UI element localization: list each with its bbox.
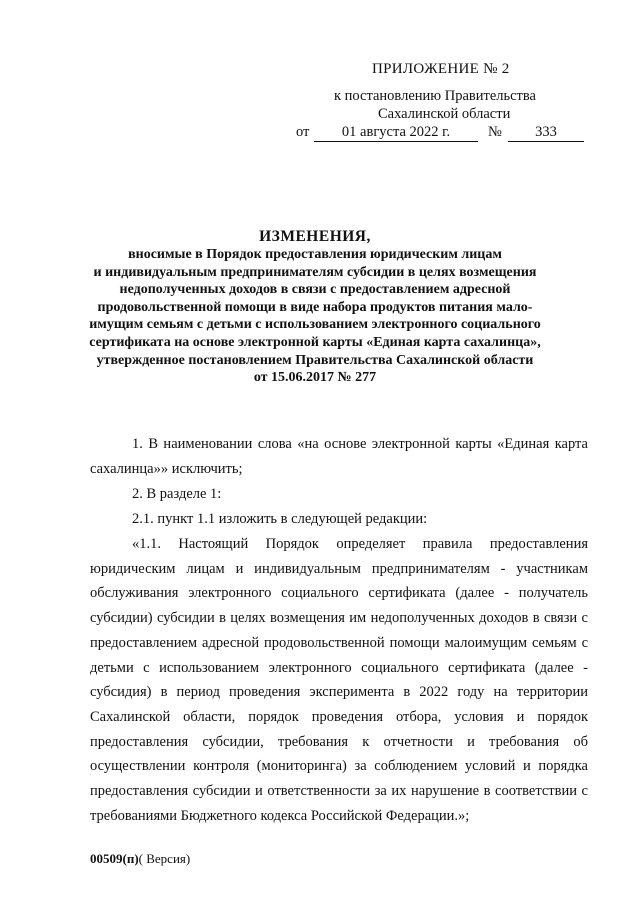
document-code-number: 00509(п) [90,851,139,866]
item-1-1-text: «1.1. Настоящий Порядок определяет правила предоставления юридическим лицам и индивидуальным предпринимателям - участникам обслуживания электронного социального сертификата (далее - получатель субсидии) субсидии в целях возмещения им недополученных доходов в связи с предоставлением адресной продовольственной помощи малоимущим семьям с детьми с использованием электронного социального сертификата (далее - субсидия) в период проведения эксперимента в 2022 году на территории Сахалинской области, порядок проведения отбора, условия и порядок предоставления субсидии, требования к отчетности и требования об осуществлении контроля (мониторинга) за соблюдением условий и порядка предоставления субсидии и ответственности за их нарушение в соответствии с требованиями Бюджетного кодекса Российской Федерации.»; [90,536,588,824]
appendix-title: ПРИЛОЖЕНИЕ № 2 [372,61,510,77]
number-label: № [488,124,502,140]
decree-date: 01 августа 2022 г. [314,124,478,142]
title-line: вносимые в Порядок предоставления юридическим лицам [128,247,502,262]
title-line: недополученных доходов в связи с предоставлением адресной [119,282,511,298]
decree-reference-line2: Сахалинской области [378,106,511,122]
decree-date-row [296,124,586,144]
title-line: продовольственной помощи в виде набора продуктов питания мало- [97,299,533,315]
title-line: сертификата на основе электронной карты «Единая карта сахалинца», [89,334,541,350]
from-label: от [296,124,310,140]
changes-title-block [60,227,570,387]
title-line: утвержденное постановлением Правительства Сахалинской области [96,352,534,368]
title-line: от 15.06.2017 № 277 [253,370,377,386]
document-code [90,851,190,867]
decree-number: 333 [508,124,584,142]
document-code-version: ( Версия) [138,851,191,866]
item-2: 2. В разделе 1: [132,486,222,502]
document-body [90,432,588,828]
item-1: 1. В наименовании слова «на основе электронной карты «Единая карта сахалинца»» исключить; [90,436,588,477]
title-line: и индивидуальным предпринимателям субсидии в целях возмещения [93,264,537,280]
changes-heading: ИЗМЕНЕНИЯ, [259,228,371,245]
title-line: имущим семьям с детьми с использованием электронного социального [89,317,541,333]
item-2-1: 2.1. пункт 1.1 изложить в следующей редакции: [132,511,428,527]
decree-reference-line1: к постановлению Правительства [334,88,536,104]
